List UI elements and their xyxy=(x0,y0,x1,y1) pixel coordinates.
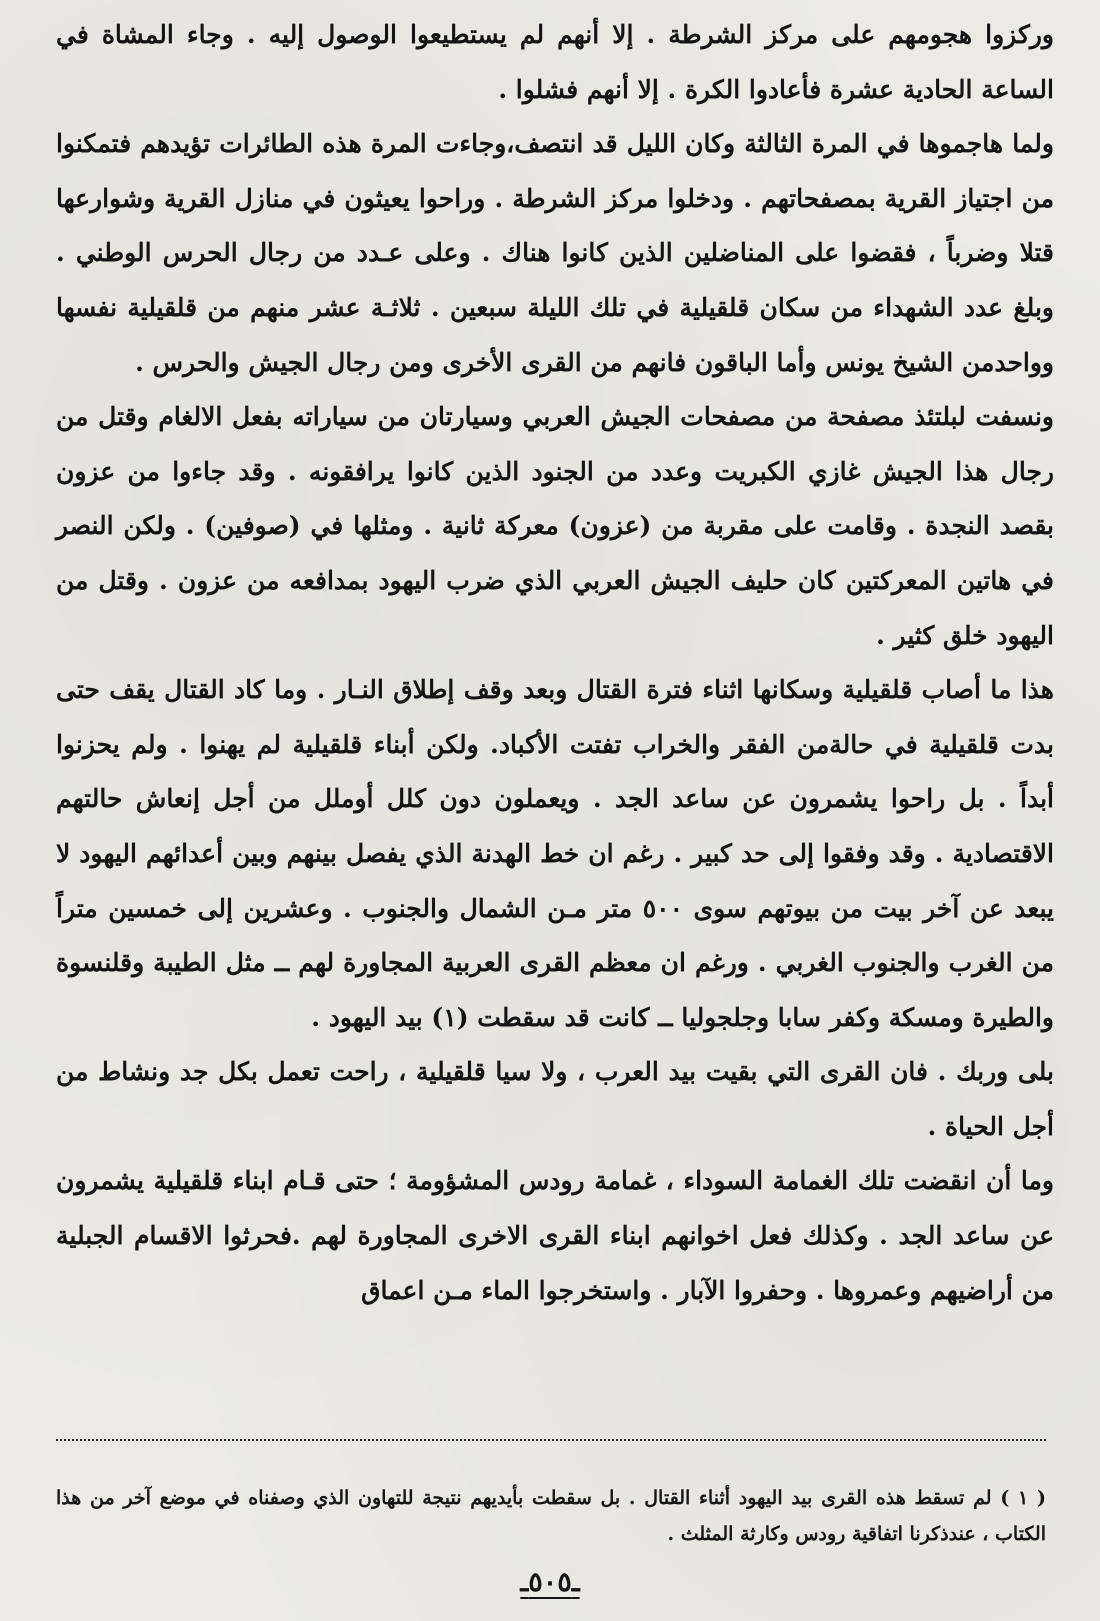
main-text xyxy=(56,8,1054,1318)
footnote-1: ( ١ ) لم تسقط هذه القرى بيد اليهود أثناء القتال . بل سقطت بأيديهم نتيجة للتهاون الذي وصفناه في موضع آخر من هذا الكتاب ، عندذكرنا اتفاقية رودس وكارثة المثلث . xyxy=(56,1487,1046,1545)
footnote-divider xyxy=(56,1439,1046,1441)
page-number: ـ٥٠٥ـ xyxy=(520,1567,580,1598)
paragraph-1: وركزوا هجومهم على مركز الشرطة . إلا أنهم لم يستطيعوا الوصول إليه . وجاء المشاة في الساعة الحادية عشرة فأعادوا الكرة . إلا أنهم فشلوا . xyxy=(56,20,1054,104)
paragraph-4: هذا ما أصاب قلقيلية وسكانها اثناء فترة القتال وبعد وقف إطلاق النـار . وما كاد القتال يقف حتى بدت قلقيلية في حالةمن الفقر والخراب تفتت الأكباد. ولكن أبناء قلقيلية لم يهنوا . ولم يحزنوا أبداً . بل راحوا يشمرون عن ساعد الجد . ويعملون دون كلل أوملل من أجل إنعاش حالتهم الاقتصادية . وقد وفقوا إلى حد كبير . رغم ان خط الهدنة الذي يفصل بينهم وبين أعدائهم اليهود لا يبعد عن آخر بيت من بيوتهم سوى ٥٠٠ متر مـن الشمال والجنوب . وعشرين إلى خمسين متراً من الغرب والجنوب الغربي . ورغم ان معظم القرى العربية المجاورة لهم ــ مثل الطيبة وقلنسوة والطيرة ومسكة وكفر سابا وجلجوليا ــ كانت قد سقطت (١) بيد اليهود . xyxy=(56,675,1054,1032)
paragraph-2: ولما هاجموها في المرة الثالثة وكان الليل قد انتصف،وجاءت المرة هذه الطائرات تؤيدهم فتمكنوا من اجتياز القرية بمصفحاتهم . ودخلوا مركز الشرطة . وراحوا يعيثون في منازل القرية وشوارعها قتلا وضرباً ، فقضوا على المناضلين الذين كانوا هناك . وعلى عـدد من رجال الحرس الوطني . وبلغ عدد الشهداء من سكان قلقيلية في تلك الليلة سبعين . ثلاثـة عشر منهم من قلقيلية نفسها وواحدمن الشيخ يونس وأما الباقون فانهم من القرى الأخرى ومن رجال الجيش والحرس . xyxy=(56,129,1054,377)
paragraph-3: ونسفت لبلتئذ مصفحة من مصفحات الجيش العربي وسيارتان من سياراته بفعل الالغام وقتل من رجال هذا الجيش غازي الكبريت وعدد من الجنود الذين كانوا يرافقونه . وقد جاءوا من عزون بقصد النجدة . وقامت على مقربة من (عزون) معركة ثانية . ومثلها في (صوفين) . ولكن النصر في هاتين المعركتين كان حليف الجيش العربي الذي ضرب اليهود بمدافعه من عزون . وقتل من اليهود خلق كثير . xyxy=(56,402,1054,650)
paragraph-6: وما أن انقضت تلك الغمامة السوداء ، غمامة رودس المشؤومة ؛ حتى قـام ابناء قلقيلية يشمرون عن ساعد الجد . وكذلك فعل اخوانهم ابناء القرى الاخرى المجاورة لهم .فحرثوا الاقسام الجبلية من أراضيهم وعمروها . وحفروا الآبار . واستخرجوا الماء مـن اعماق xyxy=(56,1166,1054,1305)
footnotes xyxy=(56,1480,1046,1552)
paragraph-5: بلى وربك . فان القرى التي بقيت بيد العرب ، ولا سيا قلقيلية ، راحت تعمل بكل جد ونشاط من أجل الحياة . xyxy=(56,1057,1054,1141)
